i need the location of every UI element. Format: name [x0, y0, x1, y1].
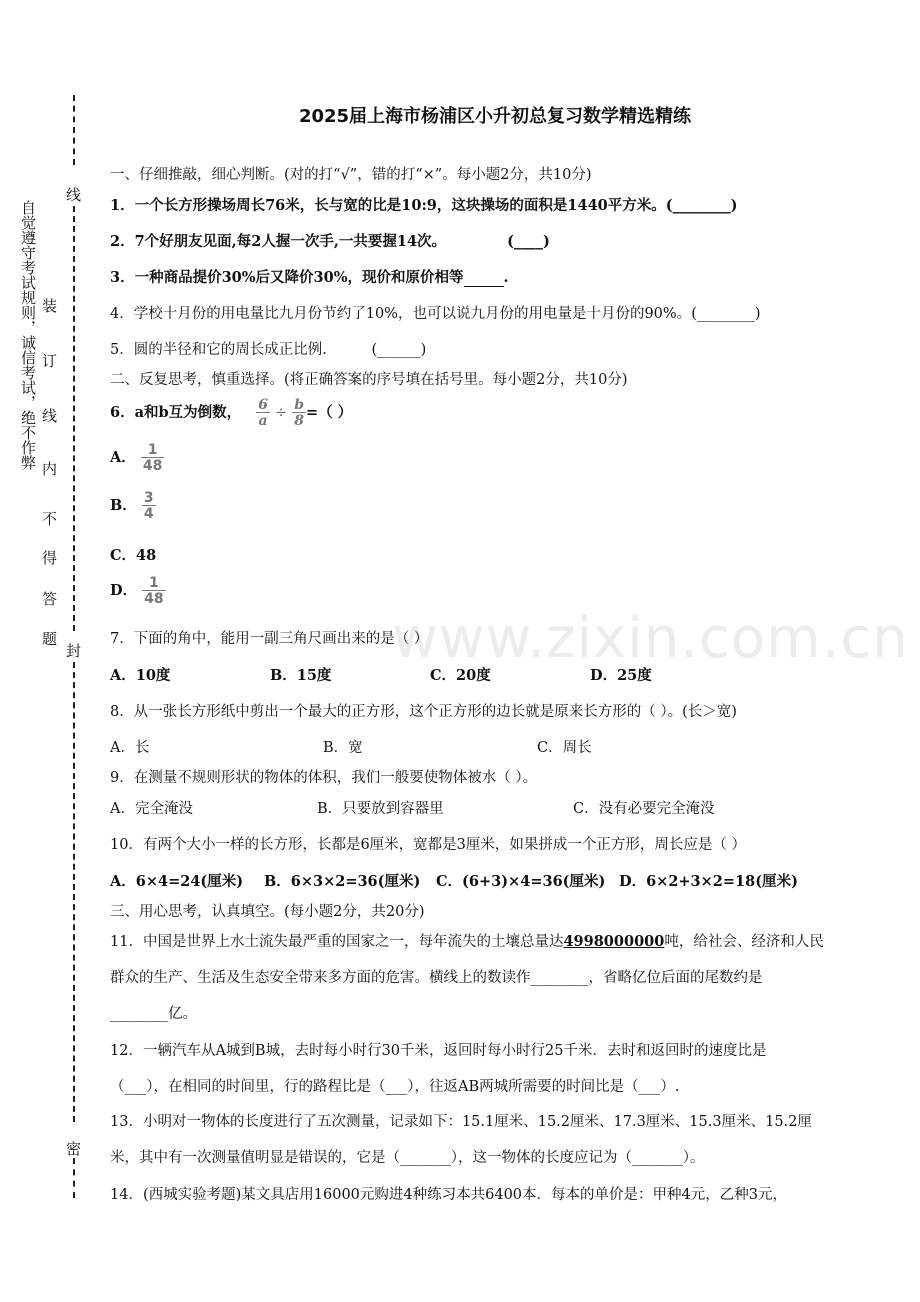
binding-char-zhuang: 装: [42, 297, 58, 315]
q10-option-a[interactable]: A．6×4=24(厘米): [110, 873, 244, 890]
q4: [110, 302, 761, 323]
q10-option-d[interactable]: D．6×2+3×2=18(厘米): [619, 873, 798, 890]
q6-option-b[interactable]: [110, 491, 156, 521]
q6-option-a-fraction: [141, 443, 164, 473]
q2-answer-blank[interactable]: (____): [507, 233, 550, 250]
q6-b-num: 3: [143, 490, 154, 506]
q6-a-den: 48: [142, 458, 163, 474]
section3-header: 三、用心思考，认真填空。(每小题2分，共20分): [110, 904, 425, 920]
section1-header: 一、仔细推敲，细心判断。(对的打“√”，错的打“×”。每小题2分，共10分): [110, 167, 592, 183]
binding-line-bottom: [73, 1158, 75, 1198]
q3-answer-blank[interactable]: [464, 269, 504, 287]
q4-text: 4．学校十月份的用电量比九月份节约了10%，也可以说九月份的用电量是十月份的90%。: [110, 306, 692, 322]
q6-f2-den: 8: [292, 412, 306, 428]
q5: [110, 338, 426, 359]
q8-option-b[interactable]: B．宽: [323, 740, 363, 756]
binding-char-nei: 内: [42, 460, 58, 478]
binding-char-da: 答: [42, 590, 58, 608]
q6-option-b-fraction: [142, 491, 156, 521]
binding-char-xian: 线: [66, 186, 82, 204]
q8-option-c[interactable]: C．周长: [537, 740, 592, 756]
q14-line1: 14．(西城实验考题)某文具店用16000元购进4种练习本共6400本．每本的单价是：甲种4元，乙种3元，: [110, 1187, 787, 1203]
binding-char-feng: 封: [66, 642, 82, 660]
q3: [110, 266, 509, 287]
q11-line2: 群众的生产、生活及生态安全带来多方面的危害。横线上的数读作________，省略亿位后面的尾数约是: [110, 970, 763, 986]
binding-notice: 自觉遵守考试规则，诚信考试，绝不作弊: [19, 200, 37, 470]
q6-f2-num: b: [294, 397, 305, 413]
q9-option-a[interactable]: A．完全淹没: [110, 801, 193, 817]
q6-operator: ÷: [275, 405, 288, 421]
q7-option-c[interactable]: C．20度: [430, 667, 491, 684]
q1-answer-blank[interactable]: (________): [665, 197, 738, 214]
q12-line1: 12．一辆汽车从A城到B城，去时每小时行30千米，返回时每小时行25千米．去时和返回时的速度比是: [110, 1043, 767, 1059]
binding-line-lower: [73, 662, 75, 1122]
q7-option-a[interactable]: A．10度: [110, 667, 171, 684]
q9-option-c[interactable]: C．没有必要完全淹没: [573, 801, 715, 817]
binding-char-ti: 题: [42, 630, 58, 648]
q9-option-b[interactable]: B．只要放到容器里: [317, 801, 444, 817]
watermark: www.zixin.com.cn: [392, 606, 909, 671]
q6-d-den: 48: [144, 591, 164, 607]
q13-line2: 米，其中有一次测量值明显是错误的，它是（_______），这一物体的长度应记为（_______）。: [110, 1150, 705, 1166]
q1: [110, 194, 737, 215]
q11-number: 4998000000: [563, 933, 665, 950]
q7-option-d[interactable]: D．25度: [590, 667, 652, 684]
q11-text-a: 11．中国是世界上水土流失最严重的国家之一，每年流失的土壤总量达: [110, 934, 564, 950]
binding-char-mi: 密: [66, 1140, 82, 1158]
q6-b-den: 4: [143, 506, 154, 522]
q13-line1: 13．小明对一物体的长度进行了五次测量，记录如下：15.1厘米、15.2厘米、17.3厘米、15.3厘米、15.2厘: [110, 1114, 812, 1130]
binding-char-de: 得: [42, 549, 58, 567]
q6-a-num: 1: [147, 442, 158, 458]
binding-char-xian2: 线: [42, 407, 58, 425]
q6-stem: [110, 398, 352, 428]
q6-text: 6．a和b互为倒数，: [110, 404, 242, 421]
q6-f1-num: 6: [258, 397, 268, 413]
binding-char-bu: 不: [42, 510, 58, 528]
q8-option-a[interactable]: A．长: [110, 740, 150, 756]
q11-text-b: 吨，给社会、经济和人民: [664, 934, 824, 950]
q5-text: 5．圆的半径和它的周长成正比例.: [110, 342, 327, 358]
q3-text: 3．一种商品提价30%后又降价30%，现价和原价相等: [110, 269, 464, 286]
q11-line1: [110, 930, 824, 951]
q4-answer-blank[interactable]: (________): [691, 306, 761, 322]
q6-fraction-2: [292, 398, 306, 428]
q6-f1-den: a: [256, 412, 270, 428]
q6-d-num: 1: [149, 575, 159, 591]
q7-stem: 7．下面的角中，能用一副三角尺画出来的是（ ）: [110, 631, 429, 647]
q6-fraction-1: [256, 398, 270, 428]
binding-char-ding: 订: [42, 352, 58, 370]
q5-answer-blank[interactable]: (______): [371, 342, 427, 358]
section2-header: 二、反复思考，慎重选择。(将正确答案的序号填在括号里。每小题2分，共10分): [110, 372, 628, 388]
q6-option-d[interactable]: [110, 576, 166, 606]
q6-tail: =（ ）: [306, 404, 353, 421]
q7-option-b[interactable]: B．15度: [270, 667, 332, 684]
q1-text: 1．一个长方形操场周长76米，长与宽的比是10:9，这块操场的面积是1440平方米。: [110, 197, 666, 214]
q8-stem: 8．从一张长方形纸中剪出一个最大的正方形，这个正方形的边长就是原来长方形的（ ）。(长＞宽): [110, 704, 737, 720]
q6-option-d-label: D．: [110, 582, 138, 599]
q10-stem: 10．有两个大小一样的长方形，长都是6厘米，宽都是3厘米，如果拼成一个正方形，周长应是（ ）: [110, 837, 747, 853]
q6-option-d-fraction: [142, 576, 165, 606]
q12-line2: （___），在相同的时间里，行的路程比是（___），往返AB两城所需要的时间比是（___）.: [110, 1079, 680, 1095]
q11-line3: ________亿。: [110, 1006, 197, 1022]
q2-text: 2．7个好朋友见面,每2人握一次手,一共要握14次。: [110, 233, 447, 250]
q10-option-c[interactable]: C．(6+3)×4=36(厘米): [436, 873, 606, 890]
q9-stem: 9．在测量不规则形状的物体的体积，我们一般要使物体被水（ ）。: [110, 770, 538, 786]
q6-option-c-label: C．: [110, 547, 137, 564]
page-title: 2025届上海市杨浦区小升初总复习数学精选精练: [298, 106, 692, 127]
q6-option-a-label: A．: [110, 449, 136, 466]
binding-line-mid: [73, 206, 75, 631]
q6-option-c-text: 48: [136, 547, 157, 564]
q10-option-b[interactable]: B．6×3×2=36(厘米): [264, 873, 421, 890]
q6-option-c[interactable]: [110, 544, 156, 565]
q3-end: .: [503, 269, 509, 286]
q6-option-b-label: B．: [110, 497, 137, 514]
q6-option-a[interactable]: [110, 443, 164, 473]
q2: [110, 230, 550, 251]
